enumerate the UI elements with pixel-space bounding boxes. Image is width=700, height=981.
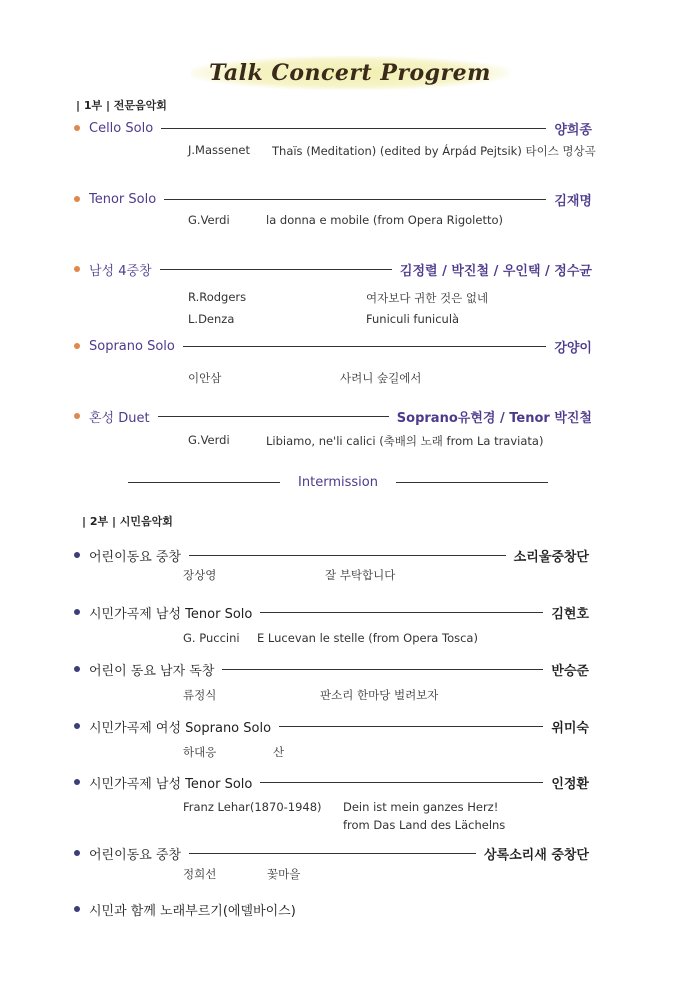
bullet-icon <box>74 906 80 912</box>
item-composer: 이안삼 <box>188 371 222 385</box>
item-work: 꽃마을 <box>267 867 301 881</box>
program-title-text: Talk Concert Progrem <box>191 56 509 90</box>
bullet-icon <box>74 196 80 202</box>
item-work: 사려니 숲길에서 <box>340 371 422 385</box>
program-item-male-tenor-2 <box>74 772 589 792</box>
bullet-icon <box>74 266 80 272</box>
item-composer: Franz Lehar(1870-1948) <box>183 800 322 814</box>
item-label: 어린이동요 중창 <box>89 549 182 565</box>
item-performer: 반승준 <box>551 663 589 679</box>
item-work: E Lucevan le stelle (from Opera Tosca) <box>257 631 478 645</box>
bullet-icon <box>74 666 80 672</box>
bullet-icon <box>74 125 80 131</box>
leader-line <box>158 416 389 417</box>
item-composer: 류정식 <box>183 688 217 702</box>
program-item-mixed-duet <box>74 406 592 426</box>
item-performer: 양희종 <box>554 122 592 138</box>
item-performer: 상록소리새 중창단 <box>484 847 589 863</box>
divider-line-right <box>396 482 548 483</box>
item-performer: 김재명 <box>554 193 592 209</box>
leader-line <box>161 128 546 129</box>
item-composer: R.Rodgers <box>188 290 247 304</box>
item-work: 잘 부탁합니다 <box>325 568 396 582</box>
item-work: 판소리 한마당 벌려보자 <box>320 688 439 702</box>
item-work: 산 <box>273 745 285 759</box>
bullet-icon <box>74 552 80 558</box>
bullet-icon <box>74 850 80 856</box>
item-performer: 강양이 <box>554 340 592 356</box>
item-work: Libiamo, ne'li calici (축배의 노래 from La traviata) <box>266 434 544 448</box>
leader-line <box>279 726 543 727</box>
program-item-sing-along <box>74 899 589 919</box>
part2-label: | 2부 | 시민음악회 <box>82 515 173 528</box>
item-label: 시민가곡제 남성 Tenor Solo <box>89 606 253 622</box>
item-label: 남성 4중창 <box>89 263 152 279</box>
item-label: 혼성 Duet <box>89 410 150 426</box>
leader-line <box>260 782 543 783</box>
leader-line <box>160 269 392 270</box>
intermission-divider <box>128 472 548 492</box>
item-performer: 인정환 <box>551 776 589 792</box>
leader-line <box>260 612 543 613</box>
program-item-kids-ensemble <box>74 545 589 565</box>
item-label: Soprano Solo <box>89 338 175 354</box>
bullet-icon <box>74 723 80 729</box>
item-performer: 김정렬 / 박진철 / 우인택 / 정수균 <box>399 263 592 279</box>
item-performer: 김현호 <box>551 606 589 622</box>
item-label: 어린이동요 중창 <box>89 847 182 863</box>
item-performer: 소리울중창단 <box>513 549 589 565</box>
part1-label: | 1부 | 전문음악회 <box>76 99 167 112</box>
program-item-boy-solo <box>74 659 589 679</box>
item-work: from Das Land des Lächelns <box>343 818 506 832</box>
bullet-icon <box>74 609 80 615</box>
program-title <box>0 60 700 86</box>
item-composer: G.Verdi <box>188 213 230 227</box>
item-performer: Soprano유현경 / Tenor 박진철 <box>396 410 592 426</box>
item-composer: J.Massenet <box>188 143 250 157</box>
item-label: 어린이 동요 남자 독창 <box>89 663 215 679</box>
leader-line <box>222 669 543 670</box>
item-work: Dein ist mein ganzes Herz! <box>343 800 499 814</box>
leader-line <box>164 199 546 200</box>
item-composer: G.Verdi <box>188 433 230 447</box>
divider-line-left <box>128 482 280 483</box>
item-performer: 위미숙 <box>551 720 589 736</box>
bullet-icon <box>74 343 80 349</box>
item-label: Cello Solo <box>89 120 154 136</box>
item-composer: 하대응 <box>183 745 217 759</box>
intermission-label: Intermission <box>298 474 378 490</box>
item-composer: L.Denza <box>188 312 235 326</box>
item-composer: G. Puccini <box>183 631 240 645</box>
item-label: Tenor Solo <box>89 191 157 207</box>
item-label: 시민가곡제 여성 Soprano Solo <box>89 720 272 736</box>
bullet-icon <box>74 413 80 419</box>
program-item-male-quartet <box>74 259 592 279</box>
leader-line <box>183 346 546 347</box>
item-composer: 정희선 <box>183 867 217 881</box>
program-item-kids-ensemble-2 <box>74 843 589 863</box>
program-item-female-soprano <box>74 716 589 736</box>
program-item-tenor-solo <box>74 189 592 209</box>
program-item-male-tenor-1 <box>74 602 589 622</box>
item-label: 시민가곡제 남성 Tenor Solo <box>89 776 253 792</box>
item-work: Funiculi funiculà <box>366 312 460 326</box>
item-work: la donna e mobile (from Opera Rigoletto) <box>266 213 503 227</box>
program-item-soprano-solo <box>74 336 592 356</box>
leader-line <box>189 555 506 556</box>
item-label: 시민과 함께 노래부르기(에델바이스) <box>89 903 296 919</box>
bullet-icon <box>74 779 80 785</box>
item-work: 여자보다 귀한 것은 없네 <box>366 291 489 305</box>
item-work: Thaïs (Meditation) (edited by Árpád Pejtsik) 타이스 명상곡 <box>272 144 596 158</box>
program-item-cello-solo <box>74 118 592 138</box>
item-composer: 장상영 <box>183 568 217 582</box>
leader-line <box>189 853 476 854</box>
